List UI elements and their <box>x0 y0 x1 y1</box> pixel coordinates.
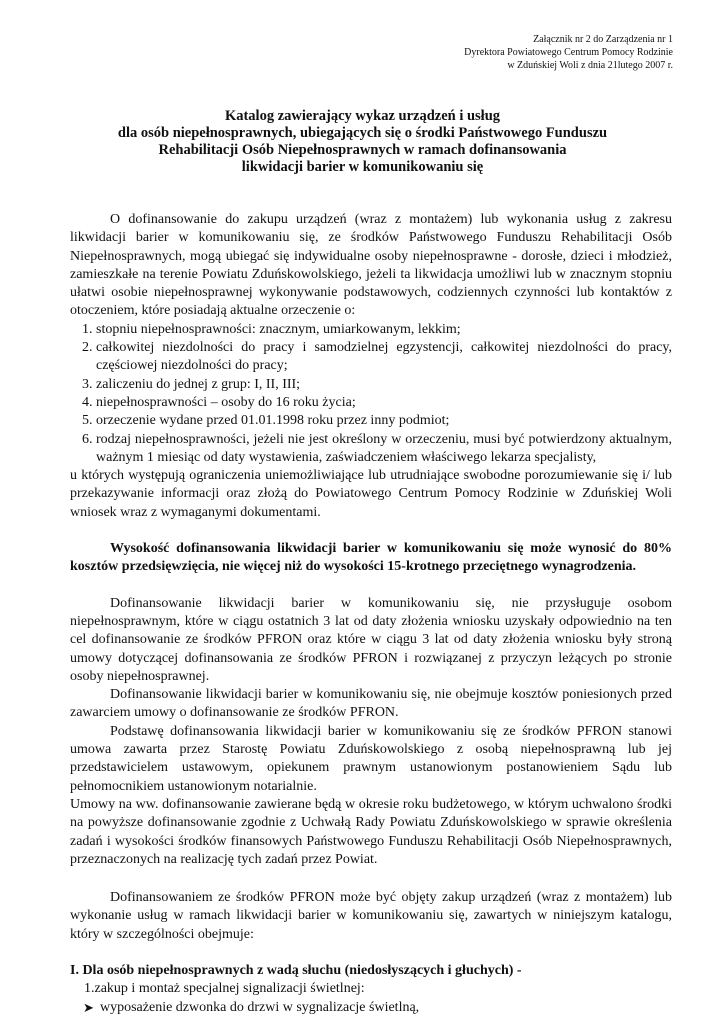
condition-item: 1. stopniu niepełnosprawności: znacznym, umiarkowanym, lekkim; <box>96 321 672 339</box>
condition-item: 4. niepełnosprawności – osoby do 16 roku życia; <box>96 394 672 412</box>
section-1-bullet <box>70 999 672 1017</box>
contracts-paragraph: Umowy na ww. dofinansowanie zawierane będą w okresie roku budżetowego, w którym uchwalono środki na powyższe dofinansowanie zgodnie z Uchwałą Rady Powiatu Zduńskowolskiego w sprawie określenia zadań i wysokości środków finansowych Państwowego Funduszu Rehabilitacji Osób Niepełnosprawnych, przeznaczonych na realizację tych zadań przez Powiat. <box>70 796 672 867</box>
funding-amount-paragraph: Wysokość dofinansowania likwidacji barier w komunikowaniu się może wynosić do 80% kosztów przedsięwzięcia, nie więcej niż do wysokości 15-krotnego przeciętnego wynagrodzenia. <box>70 541 672 575</box>
pfron-paragraph-2: Dofinansowanie likwidacji barier w komunikowaniu się, nie obejmuje kosztów poniesionych przed zawarciem umowy o dofinansowanie ze środków PFRON. <box>70 687 672 721</box>
after-conditions-paragraph: u których występują ograniczenia uniemożliwiające lub utrudniające swobodne porozumiewanie się i/ lub przekazywanie informacji oraz złożą do Powiatowego Centrum Pomocy Rodzinie w Zduńskiej Woli wniosek wraz z wymaganymi dokumentami. <box>70 468 672 520</box>
header-line-3: w Zduńskiej Woli z dnia 21lutego 2007 r. <box>507 60 673 71</box>
section-1-heading: I. Dla osób niepełnosprawnych z wadą słuchu (niedosłyszących i głuchych) - <box>70 962 522 978</box>
document-body <box>70 211 672 1017</box>
arrow-bullet-icon: ➤ <box>83 999 94 1015</box>
intro-paragraph: O dofinansowanie do zakupu urządzeń (wraz z montażem) lub wykonania usług z zakresu likwidacji barier w komunikowaniu się, ze środków Państwowego Funduszu Rehabilitacji Osób Niepełnosprawnych, mogą ubiegać się indywidualne osoby niepełnosprawne - dorosłe, dzieci i młodzież, zamieszkałe na terenie Powiatu Zduńskowolskiego, jeżeli ta likwidacja umożliwi lub w znacznym stopniu ułatwi osobie niepełnosprawnej wykonywanie podstawowych, codziennych czynności lub kontaktów z otoczeniem, które posiadają aktualne orzeczenie o: <box>70 212 672 319</box>
pfron-paragraph-1: Dofinansowanie likwidacji barier w komunikowaniu się, nie przysługuje osobom niepełnosprawnym, które w ciągu ostatnich 3 lat od daty złożenia wniosku uzyskały odpowiednio na ten cel dofinansowanie ze środków PFRON oraz które w ciągu 3 lat od daty złożenia wniosku były stroną umowy dotyczącej dofinansowania ze środków PFRON i rozwiązanej z przyczyn leżących po stronie osoby niepełnosprawnej. <box>70 595 672 684</box>
condition-item: 2. całkowitej niezdolności do pracy i samodzielnej egzystencji, całkowitej niezdolności do pracy, częściowej niezdolności do pracy; <box>96 339 672 376</box>
title-line-2: dla osób niepełnosprawnych, ubiegających się o środki Państwowego Funduszu <box>117 125 608 141</box>
document-title <box>60 108 665 176</box>
header-line-1: Załącznik nr 2 do Zarządzenia nr 1 <box>533 34 673 45</box>
condition-item: 3. zaliczeniu do jednej z grup: I, II, III; <box>96 376 672 394</box>
title-line-4: likwidacji barier w komunikowaniu się <box>241 159 484 175</box>
conditions-list <box>70 321 672 467</box>
pfron-paragraph-3: Podstawę dofinansowania likwidacji barier w komunikowaniu się ze środków PFRON stanowi umowa zawarta przez Starostę Powiatu Zduńskowolskiego z osobą niepełnosprawną lub jej przedstawicielem ustawowym, opiekunem prawnym ustanowionym postanowieniem Sądu lub pełnomocnikiem ustanowionym notarialnie. <box>70 723 672 794</box>
title-line-1: Katalog zawierający wykaz urządzeń i usług <box>224 108 501 124</box>
attachment-header <box>373 33 673 72</box>
condition-item: 5. orzeczenie wydane przed 01.01.1998 roku przez inny podmiot; <box>96 412 672 430</box>
condition-item: 6. rodzaj niepełnosprawności, jeżeli nie jest określony w orzeczeniu, musi być potwierdzony aktualnym, ważnym 1 miesiąc od daty wystawienia, zaświadczeniem właściwego lekarza specjalisty, <box>96 431 672 468</box>
bullet-text: wyposażenie dzwonka do drzwi w sygnalizacje świetlną, <box>100 999 420 1015</box>
catalog-paragraph: Dofinansowaniem ze środków PFRON może być objęty zakup urządzeń (wraz z montażem) lub wykonanie usług w ramach likwidacji barier w komunikowaniu się, zawartych w niniejszym katalogu, który w szczególności obejmuje: <box>70 890 672 942</box>
header-line-2: Dyrektora Powiatowego Centrum Pomocy Rodzinie <box>464 47 673 58</box>
section-1-item-1: 1.zakup i montaż specjalnej signalizacji świetlnej: <box>84 981 365 997</box>
title-line-3: Rehabilitacji Osób Niepełnosprawnych w ramach dofinansowania <box>158 142 567 158</box>
